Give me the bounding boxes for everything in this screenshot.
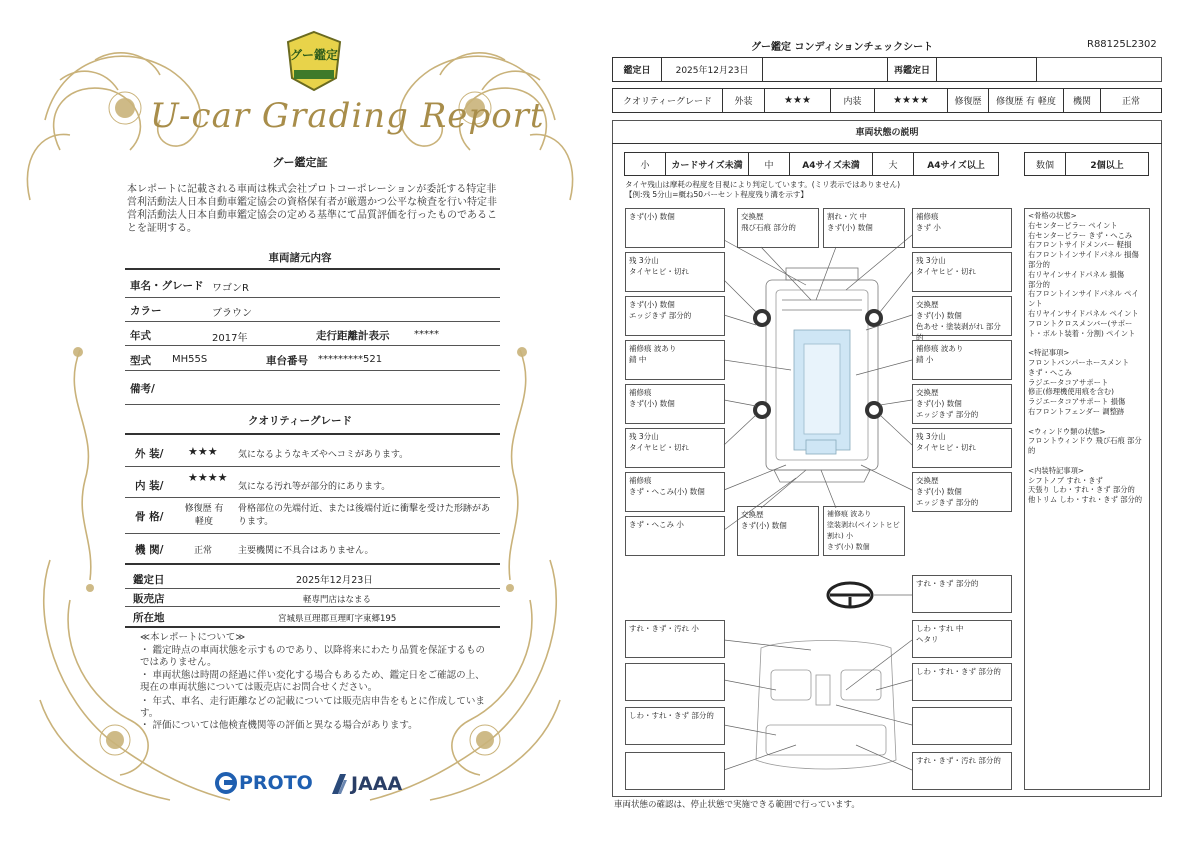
remarks-label: 備考/ (130, 383, 155, 395)
divider (125, 433, 500, 435)
spec-section-title: 車両諸元内容 (268, 252, 332, 264)
mileage-value: ***** (414, 329, 439, 340)
interior-callout-l3: しわ・すれ・きず 部分的 (625, 707, 725, 745)
address-value: 宮城県亘理郡亘理町字東郷195 (278, 614, 397, 624)
divider (125, 626, 500, 628)
sheet-id: R88125L2302 (1087, 39, 1157, 50)
callout-right-7: 交換歴 きず(小) 数個 エッジきず 部分的 (912, 472, 1012, 512)
divider (125, 321, 500, 322)
engine-label: 機関 (1063, 88, 1101, 113)
callout-right-6: 残 3分山 タイヤヒビ・切れ (912, 428, 1012, 468)
condition-check-sheet (606, 0, 1200, 848)
interior-callout-r1: すれ・きず 部分的 (912, 575, 1012, 613)
interior-callout-l2 (625, 663, 725, 701)
jaaa-mark-icon (330, 772, 348, 796)
footer-note: 車両状態の確認は、停止状態で実施できる範囲で行っています。 (614, 800, 860, 810)
size-small: 小 (624, 152, 666, 176)
model-value: ワゴンR (212, 283, 249, 294)
note-1: ・ 鑑定時点の車両状態を示すものであり、以降将来にわたり品質を保証するものではありません。 (140, 645, 486, 668)
frame-value: 修復歴 有 軽度 (184, 504, 224, 527)
goo-badge (284, 30, 344, 92)
color-value: ブラウン (212, 308, 252, 319)
divider (125, 268, 500, 270)
certificate-title: グー鑑定証 (272, 156, 328, 169)
callout-right-1: 補修痕 きず 小 (912, 208, 1012, 248)
interior-stars: ★★★★ (188, 471, 228, 484)
jaaa-logo (330, 772, 402, 796)
year-label: 年式 (130, 330, 151, 342)
shop-value: 軽専門店はなまる (303, 595, 372, 605)
quality-grade-title: クオリティーグレード (248, 415, 352, 427)
size-mid: 中 (748, 152, 790, 176)
jaaa-logo-text: JAAA (351, 773, 403, 795)
interior-callout-l1: すれ・きず・汚れ 小 (625, 620, 725, 658)
address-label: 所在地 (133, 612, 165, 624)
sheet-title: グー鑑定 コンディションチェックシート (751, 42, 934, 53)
interior-desc: 気になる汚れ等が部分的にあります。 (238, 482, 391, 492)
callout-bottom-1: 交換歴 きず(小) 数個 (737, 506, 819, 556)
notes-title: ≪本レポートについて≫ (140, 632, 246, 643)
size-large-desc: A4サイズ以上 (913, 152, 999, 176)
divider (125, 404, 500, 405)
divider (125, 606, 500, 607)
frame-desc: 骨格部位の先端付近、または後端付近に衝撃を受けた形跡があります。 (238, 504, 491, 527)
callout-left-1: きず(小) 数個 (625, 208, 725, 248)
callout-right-4: 補修痕 波あり 錆 小 (912, 340, 1012, 380)
divider (125, 588, 500, 589)
model-label: 車名・グレード (130, 280, 204, 292)
repair-value: 修復歴 有 軽度 (988, 88, 1064, 113)
interior-callout-r5: すれ・きず・汚れ 部分的 (912, 752, 1012, 790)
interior-callout-l4 (625, 752, 725, 790)
divider (125, 497, 500, 498)
int-stars: ★★★★ (874, 88, 948, 113)
callout-left-8: きず・へこみ 小 (625, 516, 725, 556)
chassis-label: 車台番号 (266, 355, 308, 367)
size-mid-desc: A4サイズ未満 (789, 152, 873, 176)
int-label: 内装 (830, 88, 875, 113)
callout-left-2: 残 3分山 タイヤヒビ・切れ (625, 252, 725, 292)
divider (125, 466, 500, 467)
callout-left-5: 補修痕 きず(小) 数個 (625, 384, 725, 424)
note-3: ・ 年式、車名、走行距離などの記載については販売店申告をもとに作成しています。 (140, 696, 485, 719)
size-large: 大 (872, 152, 914, 176)
exterior-label: 外 装/ (135, 448, 164, 460)
exterior-stars: ★★★ (188, 445, 218, 458)
certificate-body: 本レポートに記載される車両は株式会社プロトコーポレーションが委託する特定非営利活動法人日本自動車鑑定協会の資格保有者が厳選かつ公平な検査を行い特定非営利活動法人日本自動車鑑定協会の定める基準にて品質評価を行ったものであることを証明する。 (127, 184, 497, 234)
date-value: 2025年12月23日 (296, 575, 373, 586)
divider (125, 297, 500, 298)
divider (125, 563, 500, 565)
exterior-desc: 気になるようなキズやヘコミがあります。 (238, 450, 409, 460)
interior-callout-r3: しわ・すれ・きず 部分的 (912, 663, 1012, 701)
callout-top-1: 交換歴 飛び石痕 部分的 (737, 208, 819, 248)
callout-right-5: 交換歴 きず(小) 数個 エッジきず 部分的 (912, 384, 1012, 424)
count-desc: 2個以上 (1065, 152, 1149, 176)
engine-value: 正常 (1100, 88, 1162, 113)
color-label: カラー (130, 305, 162, 317)
date-value: 2025年12月23日 (661, 57, 763, 82)
proto-mark-icon (215, 772, 237, 794)
type-value: MH55S (172, 354, 208, 365)
year-value: 2017年 (212, 333, 248, 344)
shop-label: 販売店 (133, 593, 165, 605)
engine-value: 正常 (194, 546, 213, 556)
callout-left-7: 補修痕 きず・へこみ(小) 数個 (625, 472, 725, 512)
redate-label: 再鑑定日 (887, 57, 937, 82)
interior-callout-r4 (912, 707, 1012, 745)
interior-callout-r2: しわ・すれ 中 ヘタリ (912, 620, 1012, 658)
ext-stars: ★★★ (764, 88, 831, 113)
ext-label: 外装 (722, 88, 765, 113)
qg-label: クオリティーグレード (612, 88, 723, 113)
divider (125, 370, 500, 371)
proto-logo-text: PROTO (239, 772, 313, 794)
type-label: 型式 (130, 355, 151, 367)
note-2: ・ 車両状態は時間の経過に伴い変化する場合もあるため、鑑定日をご確認の上、現在の車両状態については販売店にお問合せください。 (140, 670, 485, 693)
mileage-label: 走行距離計表示 (316, 330, 390, 342)
engine-label: 機 関/ (135, 544, 164, 556)
side-notes: <骨格の状態> 右センターピラー ペイント 右センターピラー きず・へこみ 右フロントサイドメンバー 軽損 右フロントインサイドパネル 損傷 部分的 右リヤインサイドパネル 損傷 部分的 右フロントインサイドパネル ペイント 右リヤインサイドパネル ペイント フロントクロスメンバー(サポート・ボルト装着・分割) ペイント <特記事項> フロントバンパーホースメント きず・へこみ ラジエータコアサポート 修正(修理機使用痕を含む) ラジエータコアサポート 損傷 右フロントフェンダー 調整跡 <ウィンドウ類の状態> フロントウィンドウ 飛び石痕 部分的 <内装特記事項> シフトノブ すれ・きず 天張り しわ・すれ・きず 部分的 他トリム しわ・すれ・きず 部分的 (1024, 208, 1150, 790)
frame-label: 骨 格/ (135, 511, 164, 523)
callout-bottom-2: 補修痕 波あり 塗装剥れ(ペイントヒビ割れ) 小 きず(小) 数個 (823, 506, 905, 556)
note-4: ・ 評価については他検査機関等の評価と異なる場合があります。 (140, 720, 418, 731)
divider (125, 533, 500, 534)
callout-left-6: 残 3分山 タイヤヒビ・切れ (625, 428, 725, 468)
condition-title: 車両状態の説明 (612, 120, 1162, 144)
date-label: 鑑定日 (612, 57, 662, 82)
callout-top-2: 割れ・穴 中 きず(小) 数個 (823, 208, 905, 248)
repair-label: 修復歴 (947, 88, 989, 113)
callout-right-3: 交換歴 きず(小) 数個 色あせ・塗装剥がれ 部分的 (912, 296, 1012, 336)
tire-note: タイヤ残山は摩耗の程度を目視により判定しています。(ミリ表示ではありません) (625, 180, 901, 189)
callout-left-3: きず(小) 数個 エッジきず 部分的 (625, 296, 725, 336)
report-script-title: U-car Grading Report (150, 96, 545, 136)
interior-label: 内 装/ (135, 480, 164, 492)
count-label: 数個 (1024, 152, 1066, 176)
date-label: 鑑定日 (133, 574, 165, 586)
proto-logo (215, 772, 313, 794)
engine-desc: 主要機関に不具合はありません。 (238, 546, 374, 556)
badge-text: グー鑑定 (290, 48, 339, 62)
chassis-value: *********521 (318, 354, 383, 365)
tire-example: 【例:残 5分山=概ね50パーセント程度残り溝を示す】 (625, 190, 808, 199)
size-small-desc: カードサイズ未満 (665, 152, 749, 176)
callout-right-2: 残 3分山 タイヤヒビ・切れ (912, 252, 1012, 292)
divider (125, 345, 500, 346)
callout-left-4: 補修痕 波あり 錆 中 (625, 340, 725, 380)
